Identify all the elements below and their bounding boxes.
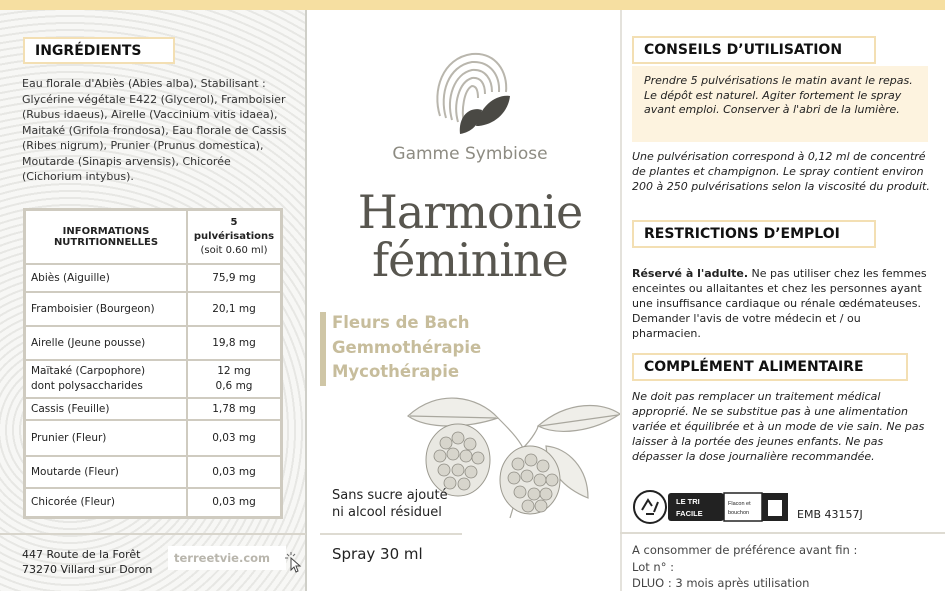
left-footer-divider bbox=[0, 533, 306, 535]
restrictions-text bbox=[632, 266, 932, 341]
address-line1: 447 Route de la Forêt bbox=[22, 548, 141, 561]
emb-code: EMB 43157J bbox=[797, 508, 863, 521]
symbiose-logo bbox=[430, 46, 512, 140]
table-row bbox=[25, 292, 282, 326]
nutrient-name: Moutarde (Fleur) bbox=[25, 456, 188, 488]
nutrient-amount: 20,1 mg bbox=[187, 292, 282, 326]
nutrient-name: Abiès (Aiguille) bbox=[25, 264, 188, 292]
dluo-line3: DLUO : 3 mois après utilisation bbox=[632, 576, 810, 590]
flacon-line1: Flacon et bbox=[728, 501, 751, 507]
nutrient-amount-line1: 12 mg bbox=[217, 364, 251, 377]
nutrient-name: Airelle (Jeune pousse) bbox=[25, 326, 188, 360]
pointer-cursor-icon bbox=[285, 552, 305, 574]
nutrition-header-left: INFORMATIONS NUTRITIONNELLES bbox=[25, 210, 188, 264]
restrictions-heading: RESTRICTIONS D’EMPLOI bbox=[632, 220, 876, 248]
nutrient-amount: 1,78 mg bbox=[187, 398, 282, 420]
dluo-line2: Lot n° : bbox=[632, 559, 674, 574]
sugar-line1: Sans sucre ajouté bbox=[332, 488, 448, 503]
table-row bbox=[25, 420, 282, 456]
ingredients-text: Eau florale d'Abiès (Abies alba), Stabilisant : Glycérine végétale E422 (Glycerol), Framboisier (Rubus idaeus), Airelle (Vaccinium vitis idaea), Maitaké (Grifola frondosa), Eau florale de Cassis (Ribes nigrum), Prunier (Prunus domestica), Moutarde (Sinapis arvensis), Chicorée (Cichorium intybus). bbox=[22, 77, 287, 183]
nutrient-amount: 19,8 mg bbox=[187, 326, 282, 360]
right-divider bbox=[620, 10, 622, 591]
website-link[interactable]: terreetvie.com bbox=[168, 546, 286, 570]
conseils-box: Prendre 5 pulvérisations le matin avant le repas. Le dépôt est naturel. Agiter fortement le spray avant emploi. Conserver à l'abri de la lumière. bbox=[632, 66, 928, 142]
left-divider bbox=[305, 10, 307, 591]
specialty-myco: Mycothérapie bbox=[332, 362, 460, 381]
right-footer-divider bbox=[620, 532, 945, 534]
nutrient-amount-line2: 0,6 mg bbox=[215, 379, 253, 392]
table-row bbox=[25, 456, 282, 488]
restrictions-bold: Réservé à l'adulte. bbox=[632, 267, 749, 280]
sugar-line2: ni alcool résiduel bbox=[332, 505, 442, 520]
triman-icon bbox=[634, 491, 666, 523]
address bbox=[22, 547, 152, 577]
conseils-detail: Une pulvérisation correspond à 0,12 ml de concentré de plantes et champignon. Le spray contient environ 200 à 250 pulvérisations selon la viscosité du produit. bbox=[632, 150, 930, 193]
nutrient-amount: 0,03 mg bbox=[187, 456, 282, 488]
nutrient-name-line2: dont polysaccharides bbox=[31, 379, 143, 392]
tri-line1: LE TRI bbox=[676, 497, 700, 506]
restrictions-body: Ne pas utiliser chez les femmes enceintes ou allaitantes et chez les personnes ayant une insuffisance cardiaque ou rénale œdémateuses. Demander l'avis de votre médecin et / ou pharmacien. bbox=[632, 267, 927, 340]
nutrient-name: Cassis (Feuille) bbox=[25, 398, 188, 420]
nutrition-header-dose: 5 pulvérisations bbox=[193, 216, 275, 242]
product-title-line1: Harmonie bbox=[357, 185, 583, 239]
nutrition-header-right bbox=[187, 210, 282, 264]
nutrition-table bbox=[23, 208, 283, 519]
specialties-bar bbox=[320, 312, 326, 386]
complement-text: Ne doit pas remplacer un traitement médical approprié. Ne se substitue pas à une alimentation variée et équilibrée et à un mode de vie sain. Ne pas laisser à la portée des jeunes enfants. Ne pas dépasser la dose journalière recommandée. bbox=[632, 390, 925, 463]
top-accent-bar bbox=[0, 0, 945, 10]
nutrient-amount: 0,03 mg bbox=[187, 420, 282, 456]
nutrient-name: Chicorée (Fleur) bbox=[25, 488, 188, 518]
table-row bbox=[25, 398, 282, 420]
conseils-heading: CONSEILS D’UTILISATION bbox=[632, 36, 876, 64]
table-row bbox=[25, 360, 282, 398]
product-title bbox=[320, 185, 620, 287]
nutrient-amount: 75,9 mg bbox=[187, 264, 282, 292]
nutrition-header-volume: (soit 0.60 ml) bbox=[200, 244, 268, 256]
address-line2: 73270 Villard sur Doron bbox=[22, 563, 153, 576]
dluo-line1: A consommer de préférence avant fin : bbox=[632, 543, 858, 557]
nutrient-amount bbox=[187, 360, 282, 398]
complement-heading: COMPLÉMENT ALIMENTAIRE bbox=[632, 353, 908, 381]
center-footer-divider bbox=[320, 533, 462, 535]
dluo-block bbox=[632, 542, 857, 592]
nutrition-header-row bbox=[25, 210, 282, 264]
volume-label: Spray 30 ml bbox=[332, 545, 423, 563]
ingredients-heading: INGRÉDIENTS bbox=[23, 37, 175, 64]
table-row bbox=[25, 326, 282, 360]
nutrient-name bbox=[25, 360, 188, 398]
nutrient-name: Prunier (Fleur) bbox=[25, 420, 188, 456]
specialty-gemmo: Gemmothérapie bbox=[332, 338, 482, 357]
range-name: Gamme Symbiose bbox=[392, 144, 548, 164]
specialty-bach: Fleurs de Bach bbox=[332, 313, 470, 332]
nutrient-amount: 0,03 mg bbox=[187, 488, 282, 518]
sugar-alcohol-note bbox=[332, 487, 448, 521]
table-row bbox=[25, 264, 282, 292]
table-row bbox=[25, 488, 282, 518]
product-title-line2: féminine bbox=[372, 233, 568, 287]
recycling-info bbox=[632, 488, 792, 526]
tri-line2: FACILE bbox=[676, 509, 703, 518]
nutrient-name-line1: Maïtaké (Carpophore) bbox=[31, 364, 146, 377]
nutrient-name: Framboisier (Bourgeon) bbox=[25, 292, 188, 326]
flacon-line2: bouchon bbox=[728, 510, 750, 516]
